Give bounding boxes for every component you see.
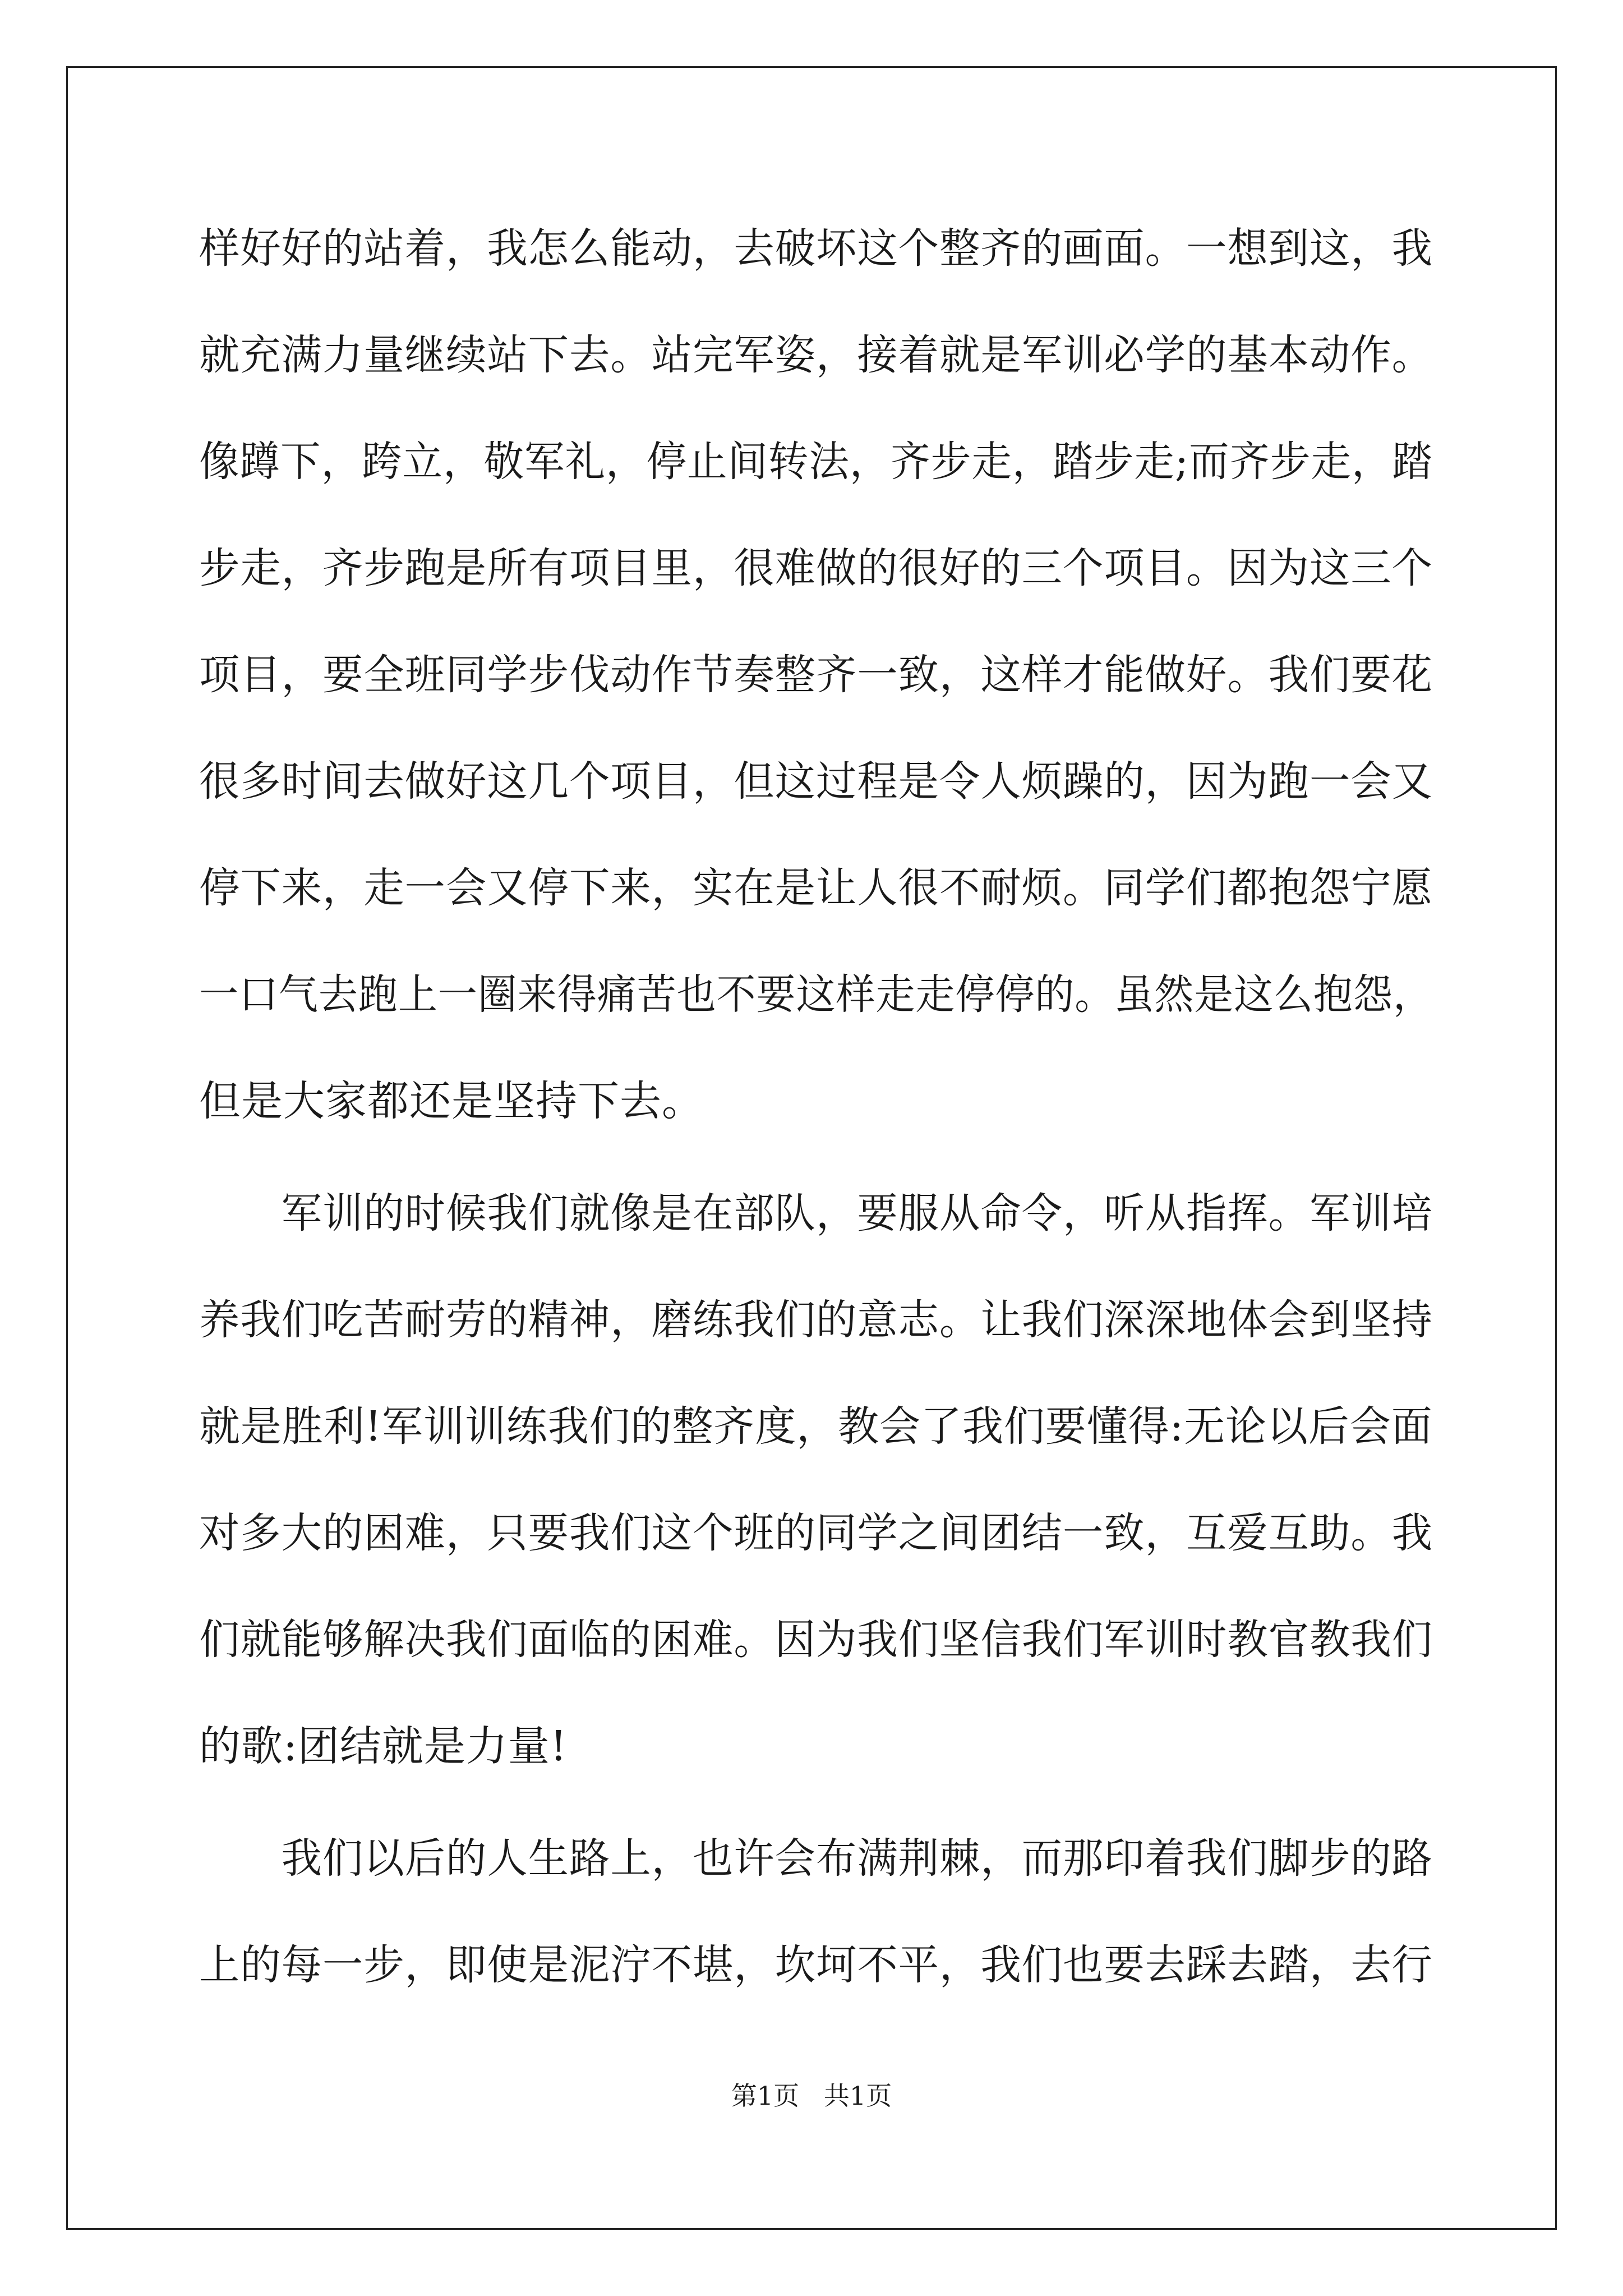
text-line: 就是胜利!军训训练我们的整齐度，教会了我们要懂得:无论以后会面	[199, 1402, 1433, 1451]
page-footer: 第1页 共1页	[731, 2081, 892, 2111]
text-line: 对多大的困难，只要我们这个班的同学之间团结一致，互爱互助。我	[199, 1509, 1433, 1557]
text-line: 像蹲下，跨立，敬军礼，停止间转法，齐步走，踏步走;而齐步走，踏	[199, 438, 1433, 486]
text-line: 一口气去跑上一圈来得痛苦也不要这样走走停停的。虽然是这么抱怨，	[199, 970, 1433, 1019]
text-line: 我们以后的人生路上，也许会布满荆棘，而那印着我们脚步的路	[199, 1834, 1433, 1883]
text-line: 养我们吃苦耐劳的精神，磨练我们的意志。让我们深深地体会到坚持	[199, 1296, 1433, 1344]
text-line: 军训的时候我们就像是在部队，要服从命令，听从指挥。军训培	[199, 1189, 1433, 1237]
text-line: 步走，齐步跑是所有项目里，很难做的很好的三个项目。因为这三个	[199, 544, 1433, 592]
text-line: 上的每一步，即使是泥泞不堪，坎坷不平，我们也要去踩去踏，去行	[199, 1941, 1433, 1989]
text-line: 很多时间去做好这几个项目，但这过程是令人烦躁的，因为跑一会又	[199, 757, 1433, 806]
page-border	[66, 66, 1557, 2230]
text-line: 但是大家都还是坚持下去。	[199, 1077, 704, 1125]
text-line: 就充满力量继续站下去。站完军姿，接着就是军训必学的基本动作。	[199, 331, 1433, 379]
text-line: 的歌:团结就是力量!	[199, 1722, 568, 1770]
text-line: 样好好的站着，我怎么能动，去破坏这个整齐的画面。一想到这，我	[199, 224, 1433, 273]
text-line: 们就能够解决我们面临的困难。因为我们坚信我们军训时教官教我们	[199, 1616, 1433, 1664]
text-line: 停下来，走一会又停下来，实在是让人很不耐烦。同学们都抱怨宁愿	[199, 864, 1433, 912]
text-line: 项目，要全班同学步伐动作节奏整齐一致，这样才能做好。我们要花	[199, 651, 1433, 699]
